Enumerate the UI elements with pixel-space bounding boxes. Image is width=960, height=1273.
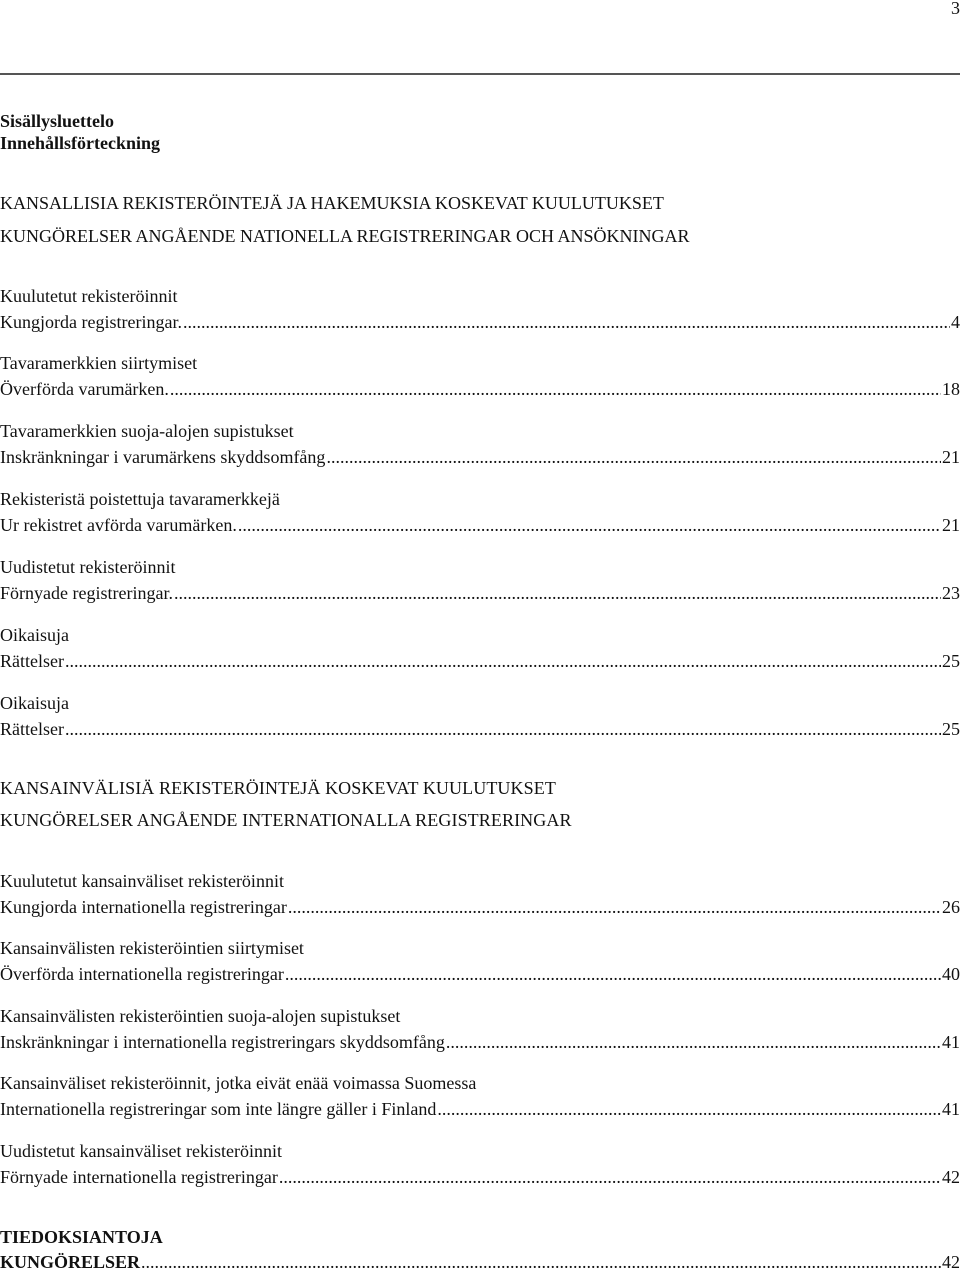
toc-leader-dots	[170, 378, 941, 400]
toc-entry-heading-fi: Kansainväliset rekisteröinnit, jotka eivät enää voimassa Suomessa	[0, 1073, 477, 1093]
toc-entry-heading-fi: Oikaisuja	[0, 625, 69, 645]
international-heading-fi: KANSAINVÄLISIÄ REKISTERÖINTEJÄ KOSKEVAT KUULUTUKSET	[0, 778, 556, 798]
toc-entry-heading-fi: Kansainvälisten rekisteröintien suoja-alojen supistukset	[0, 1006, 401, 1026]
toc-entry-page: 23	[942, 583, 960, 603]
toc-entry[interactable]	[0, 1166, 960, 1188]
toc-title-sv: Innehållsförteckning	[0, 133, 161, 153]
toc-entry-page: 21	[942, 515, 960, 535]
toc-entry-page: 25	[942, 651, 960, 671]
national-heading-fi: KANSALLISIA REKISTERÖINTEJÄ JA HAKEMUKSIA KOSKEVAT KUULUTUKSET	[0, 193, 664, 213]
toc-entry-heading-fi: Kuulutetut kansainväliset rekisteröinnit	[0, 871, 284, 891]
toc-entry-heading-fi: Oikaisuja	[0, 693, 69, 713]
toc-leader-dots	[65, 718, 941, 740]
toc-entry-page: 26	[942, 897, 960, 917]
toc-entry[interactable]	[0, 582, 960, 604]
toc-entry-label: Kungjorda internationella registreringar	[0, 897, 287, 917]
toc-entry[interactable]	[0, 963, 960, 985]
international-heading-sv: KUNGÖRELSER ANGÅENDE INTERNATIONALLA REGISTRERINGAR	[0, 810, 572, 830]
toc-entry-label: Förnyade registreringar.	[0, 583, 173, 603]
toc-leader-dots	[183, 311, 950, 333]
toc-leader-dots	[288, 896, 941, 918]
toc-entry-label: Kungjorda registreringar.	[0, 312, 182, 332]
toc-entry-label: Internationella registreringar som inte längre gäller i Finland	[0, 1099, 437, 1119]
toc-entry[interactable]	[0, 650, 960, 672]
toc-leader-dots	[279, 1166, 941, 1188]
toc-entry-page: 42	[942, 1252, 960, 1272]
toc-entry-page: 25	[942, 719, 960, 739]
toc-leader-dots	[446, 1031, 941, 1053]
toc-entry-label: Inskränkningar i internationella registreringars skyddsomfång	[0, 1032, 445, 1052]
toc-leader-dots	[65, 650, 941, 672]
toc-entry-heading-fi: Rekisteristä poistettuja tavaramerkkejä	[0, 489, 280, 509]
toc-entry-page: 42	[942, 1167, 960, 1187]
toc-entry-heading-fi: Uudistetut rekisteröinnit	[0, 557, 176, 577]
toc-leader-dots	[285, 963, 941, 985]
toc-entry[interactable]	[0, 1098, 960, 1120]
toc-leader-dots	[437, 1098, 941, 1120]
toc-entry-heading-fi: Tavaramerkkien siirtymiset	[0, 353, 198, 373]
toc-entry-label: KUNGÖRELSER	[0, 1252, 141, 1272]
toc-entry-label: Rättelser	[0, 651, 64, 671]
toc-entry-page: 4	[951, 312, 960, 332]
toc-entry-page: 41	[942, 1099, 960, 1119]
toc-entry[interactable]	[0, 446, 960, 468]
toc-entry-label: Överförda internationella registreringar	[0, 964, 284, 984]
toc-entry[interactable]	[0, 718, 960, 740]
toc-entry-heading-fi: Uudistetut kansainväliset rekisteröinnit	[0, 1141, 282, 1161]
toc-entry-label: Förnyade internationella registreringar	[0, 1167, 278, 1187]
toc-entry-label: Överförda varumärken.	[0, 379, 169, 399]
header-rule	[0, 73, 960, 75]
notices-heading-fi: TIEDOKSIANTOJA	[0, 1227, 163, 1247]
toc-entry-heading-fi: Tavaramerkkien suoja-alojen supistukset	[0, 421, 294, 441]
toc-leader-dots	[174, 582, 941, 604]
page-number: 3	[951, 0, 960, 18]
toc-entry-page: 18	[942, 379, 960, 399]
toc-entry[interactable]	[0, 378, 960, 400]
toc-entry-label: Rättelser	[0, 719, 64, 739]
toc-entry-page: 40	[942, 964, 960, 984]
toc-entry-label: Ur rekistret avförda varumärken.	[0, 515, 237, 535]
toc-entry[interactable]	[0, 311, 960, 333]
toc-leader-dots	[326, 446, 941, 468]
toc-leader-dots	[238, 514, 941, 536]
toc-title-fi: Sisällysluettelo	[0, 111, 115, 131]
toc-entry-heading-fi: Kuulutetut rekisteröinnit	[0, 286, 178, 306]
toc-entry[interactable]	[0, 514, 960, 536]
toc-entry-heading-fi: Kansainvälisten rekisteröintien siirtymiset	[0, 938, 304, 958]
toc-entry[interactable]	[0, 1031, 960, 1053]
toc-entry-page: 21	[942, 447, 960, 467]
toc-entry[interactable]	[0, 896, 960, 918]
toc-entry-label: Inskränkningar i varumärkens skyddsomfång	[0, 447, 326, 467]
national-heading-sv: KUNGÖRELSER ANGÅENDE NATIONELLA REGISTRERINGAR OCH ANSÖKNINGAR	[0, 226, 690, 246]
toc-entry-page: 41	[942, 1032, 960, 1052]
